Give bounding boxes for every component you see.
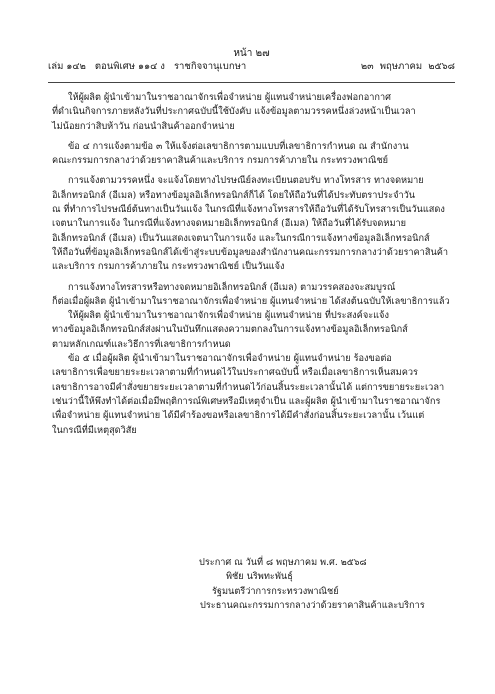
document-body	[52, 91, 455, 438]
gazette-name: ราชกิจจานุเบกษา	[173, 61, 247, 72]
paragraph-3	[52, 174, 455, 274]
announcement-date: ประกาศ ณ วันที่ ๘ พฤษภาคม พ.ศ. ๒๕๖๘	[199, 557, 367, 568]
text-line: และบริการ กรมการค้าภายใน กระทรวงพาณิชย์ เป็นวันแจ้ง	[52, 261, 285, 273]
text-line: เลขาธิการเพื่อขยายระยะเวลาตามที่กำหนดไว้ในประกาศฉบับนี้ หรือเมื่อเลขาธิการเห็นสมควร	[52, 367, 418, 379]
volume: เล่ม ๑๔๒	[48, 61, 86, 72]
section: ตอนพิเศษ ๑๑๔ ง	[94, 61, 165, 72]
header-left	[48, 60, 255, 73]
text-line: ตามหลักเกณฑ์และวิธีการที่เลขาธิการกำหนด	[52, 338, 231, 350]
date-day: ๒๓	[360, 61, 374, 72]
text-line: ให้ผู้ผลิต ผู้นำเข้ามาในราชอาณาจักรเพื่อจำหน่าย ผู้แทนจำหน่ายเครื่องฟอกอากาศ	[68, 92, 391, 103]
signatory-position-minister: รัฐมนตรีว่าการกระทรวงพาณิชย์	[212, 585, 339, 597]
text-line: ทางข้อมูลอิเล็กทรอนิกส์ส่งผ่านในบันทึกแสดงความตกลงในการแจ้งทางข้อมูลอิเล็กทรอนิกส์	[52, 324, 408, 336]
text-line: เจตนาในการแจ้ง ในกรณีที่แจ้งทางจดหมายอิเล็กทรอนิกส์ (อีเมล) ให้ถือวันที่ได้รับจดหมาย	[52, 218, 407, 230]
text-line: ข้อ ๔ การแจ้งตามข้อ ๓ ให้แจ้งต่อเลขาธิการตามแบบที่เลขาธิการกำหนด ณ สำนักงาน	[68, 140, 409, 152]
text-line: คณะกรรมการกลางว่าด้วยราคาสินค้าและบริการ กรมการค้าภายใน กระทรวงพาณิชย์	[52, 155, 389, 167]
paragraph-clause-5	[52, 352, 455, 438]
header-divider	[48, 82, 455, 83]
paragraph-4	[52, 281, 455, 310]
signatory-name: พิชัย นริพทะพันธุ์	[226, 571, 293, 583]
text-line: เช่นว่านี้ให้พึงทำได้ต่อเมื่อมีพฤติการณ์พิเศษหรือมีเหตุจำเป็น และผู้ผลิต ผู้นำเข้ามาในราชอาณาจักร	[52, 395, 441, 407]
paragraph-1	[52, 91, 455, 134]
text-line: การแจ้งตามวรรคหนึ่ง จะแจ้งโดยทางไปรษณีย์ลงทะเบียนตอบรับ ทางโทรสาร ทางจดหมาย	[68, 175, 424, 187]
text-line: ไม่น้อยกว่าสิบห้าวัน ก่อนนำสินค้าออกจำหน่าย	[52, 120, 235, 132]
text-line: ให้ถือวันที่ข้อมูลอิเล็กทรอนิกส์ได้เข้าสู่ระบบข้อมูลของสำนักงานคณะกรรมการกลางว่าด้วยราคาสินค้า	[52, 246, 449, 258]
page-number: หน้า ๒๗	[233, 48, 270, 59]
paragraph-5	[52, 309, 455, 352]
signatory-position-chair: ประธานคณะกรรมการกลางว่าด้วยราคาสินค้าและบริการ	[200, 599, 425, 611]
date-month: พฤษภาคม	[379, 61, 423, 72]
text-line: การแจ้งทางโทรสารหรือทางจดหมายอิเล็กทรอนิกส์ (อีเมล) ตามวรรคสองจะสมบูรณ์	[68, 281, 396, 293]
date-year: ๒๕๖๘	[428, 61, 455, 72]
header-meta	[48, 60, 455, 73]
text-line: ก็ต่อเมื่อผู้ผลิต ผู้นำเข้ามาในราชอาณาจักรเพื่อจำหน่าย ผู้แทนจำหน่าย ได้ส่งต้นฉบับให้เลขาธิการแล้ว	[52, 295, 450, 307]
text-line: ที่ดำเนินกิจการภายหลังวันที่ประกาศฉบับนี้ใช้บังคับ แจ้งข้อมูลตามวรรคหนึ่งล่วงหน้าเป็นเวลา	[52, 106, 416, 118]
signature-block	[0, 556, 495, 613]
text-line: อิเล็กทรอนิกส์ (อีเมล) หรือทางข้อมูลอิเล็กทรอนิกส์ก็ได้ โดยให้ถือวันที่ได้ประทับตราประจำวัน	[52, 189, 416, 201]
header-date	[355, 60, 455, 73]
text-line: ข้อ ๕ เมื่อผู้ผลิต ผู้นำเข้ามาในราชอาณาจักรเพื่อจำหน่าย ผู้แทนจำหน่าย ร้องขอต่อ	[68, 353, 392, 365]
paragraph-clause-4	[52, 140, 455, 169]
text-line: ณ ที่ทำการไปรษณีย์ต้นทางเป็นวันแจ้ง ในกรณีที่แจ้งทางโทรสารให้ถือวันที่ได้รับโทรสารเป็นวันแสดง	[52, 204, 445, 216]
text-line: เลขาธิการอาจมีคำสั่งขยายระยะเวลาตามที่กำหนดไว้ก่อนสิ้นระยะเวลานั้นได้ แต่การขยายระยะเวลา	[52, 381, 445, 393]
text-line: เพื่อจำหน่าย ผู้แทนจำหน่าย ได้มีคำร้องขอหรือเลขาธิการได้มีคำสั่งก่อนสิ้นระยะเวลานั้น เว้นแต่	[52, 410, 425, 422]
text-line: ให้ผู้ผลิต ผู้นำเข้ามาในราชอาณาจักรเพื่อจำหน่าย ผู้แทนจำหน่าย ที่ประสงค์จะแจ้ง	[68, 310, 389, 322]
text-line: ในกรณีที่มีเหตุสุดวิสัย	[52, 424, 137, 436]
gazette-header	[48, 47, 455, 73]
text-line: อิเล็กทรอนิกส์ (อีเมล) เป็นวันแสดงเจตนาในการแจ้ง และในกรณีการแจ้งทางข้อมูลอิเล็กทรอนิกส์	[52, 232, 430, 244]
